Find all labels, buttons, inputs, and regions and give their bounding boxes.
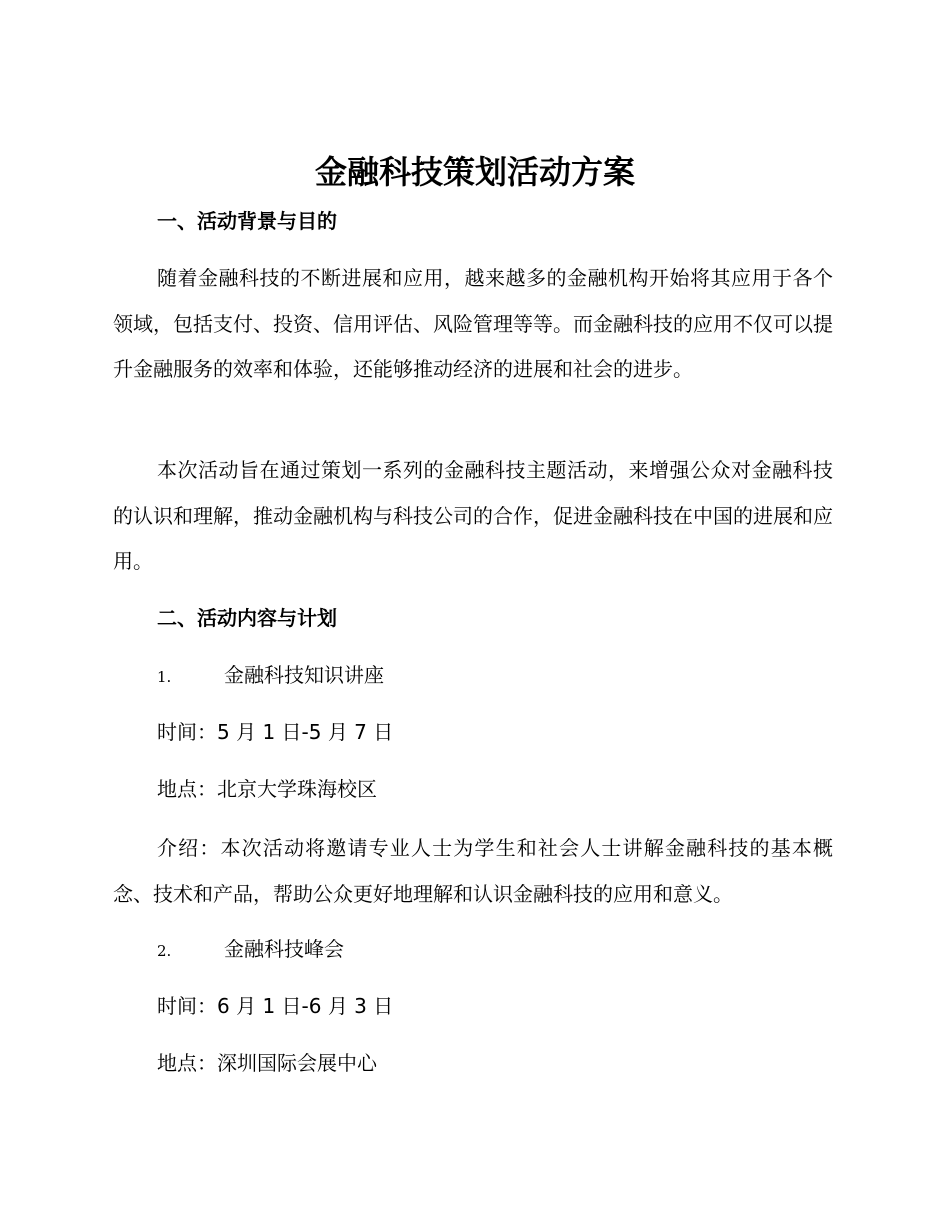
list-number: 2. — [157, 942, 172, 960]
list-item-title: 金融科技峰会 — [224, 937, 344, 961]
background-paragraph: 随着金融科技的不断进展和应用，越来越多的金融机构开始将其应用于各个领域，包括支付、投资、信用评估、风险管理等等。而金融科技的应用不仅可以提升金融服务的效率和体验，还能够推动经济的进展和社会的进步。 — [113, 266, 833, 381]
section-heading-background: 一、活动背景与目的 — [157, 209, 337, 233]
lecture-time: 时间：5 月 1 日-5 月 7 日 — [157, 720, 394, 744]
lecture-intro: 介绍：本次活动将邀请专业人士为学生和社会人士讲解金融科技的基本概念、技术和产品，帮助公众更好地理解和认识金融科技的应用和意义。 — [113, 836, 833, 906]
list-item-lecture — [157, 660, 384, 692]
list-item-summit — [157, 934, 344, 966]
document-title: 金融科技策划活动方案 — [314, 153, 635, 191]
summit-time: 时间：6 月 1 日-6 月 3 日 — [157, 994, 394, 1018]
section-heading-content: 二、活动内容与计划 — [157, 606, 337, 630]
lecture-location: 地点：北京大学珠海校区 — [157, 777, 377, 801]
list-item-title: 金融科技知识讲座 — [224, 663, 384, 687]
list-number: 1. — [157, 668, 172, 686]
purpose-paragraph: 本次活动旨在通过策划一系列的金融科技主题活动，来增强公众对金融科技的认识和理解，推动金融机构与科技公司的合作，促进金融科技在中国的进展和应用。 — [113, 458, 833, 573]
summit-location: 地点：深圳国际会展中心 — [157, 1051, 377, 1075]
